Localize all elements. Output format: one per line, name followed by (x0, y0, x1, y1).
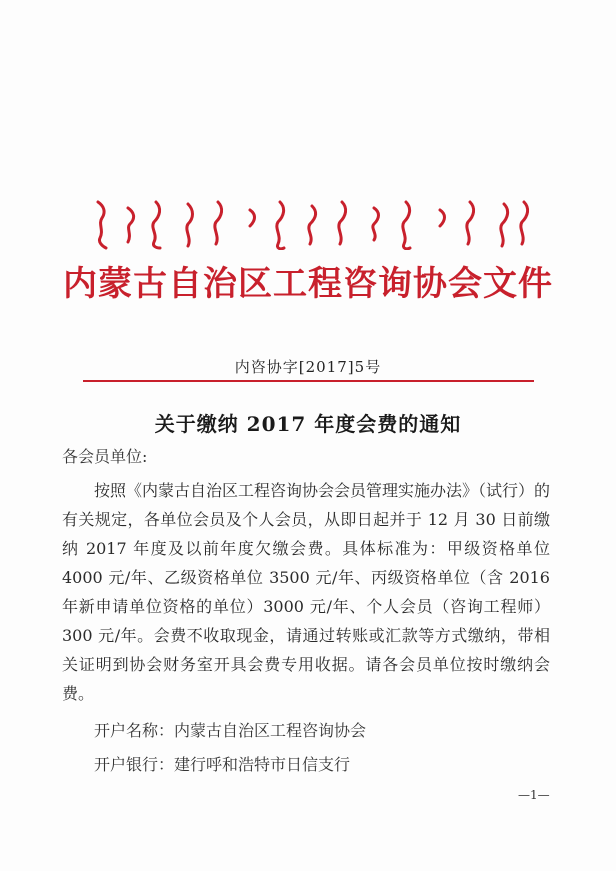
organization-title: 内蒙古自治区工程咨询协会文件 (63, 264, 553, 304)
page-number: —1— (518, 788, 550, 802)
notice-title: 关于缴纳 2017 年度会费的通知 (154, 412, 462, 436)
document-number: 内咨协字[2017]5号 (234, 358, 382, 376)
account-name-line: 开户名称：内蒙古自治区工程咨询协会 (94, 721, 367, 740)
mongolian-script-title (84, 198, 534, 250)
notice-body: 按照《内蒙古自治区工程咨询协会会员管理实施办法》（试行）的有关规定，各单位会员及个人会员，从即日起并于 12 月 30 日前缴纳 2017 年度及以前年度欠缴会费。具体标准为：甲级资格单位 4000 元/年、乙级资格单位 3500 元/年、丙级资格单位（含 2016 年新申请单位资格的单位）3000 元/年、个人会员（咨询工程师）300 元/年。会费不收取现金，请通过转账或汇款等方式缴纳，带相关证明到协会财务室开具会费专用收据。请各会员单位按时缴纳会费。 (62, 481, 551, 703)
salutation: 各会员单位: (62, 447, 148, 466)
red-divider-line (83, 380, 534, 382)
account-bank-line: 开户银行：建行呼和浩特市日信支行 (94, 755, 351, 774)
